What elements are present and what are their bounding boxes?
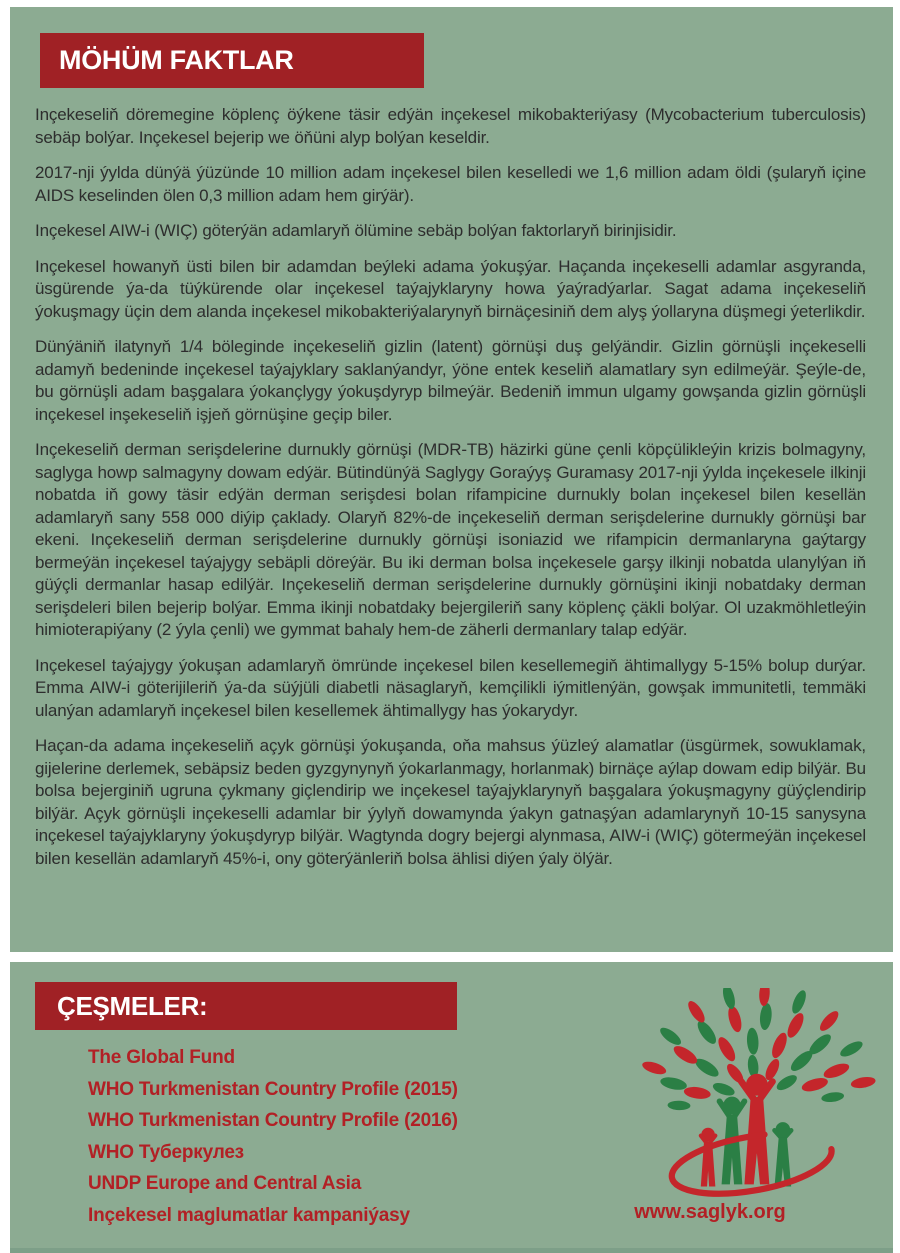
facts-title: MÖHÜM FAKTLAR (59, 45, 294, 75)
saglyk-logo (625, 988, 895, 1198)
source-item: WHO Туберкулез (88, 1141, 244, 1163)
bottom-edge-strip (10, 1248, 893, 1253)
facts-panel (10, 7, 893, 952)
fact-paragraph: Inçekeseliň döremegine köplenç öýkene täsir edýän inçekesel mikobakteriýasy (Mycobacterium tuberculosis) sebäp bolýar. Inçekesel bejerip we öňüni alyp bolýan keseldir. (35, 105, 866, 147)
fact-paragraph: Inçekesel taýajygy ýokuşan adamlaryň ömründe inçekesel bilen kesellemegiň ähtimallygy 5-15% bolup durýar. Emma AIW-i göterijileriň ýa-da süýjüli diabetli näsaglaryň, kemçilikli iýmitlenýän, gowşak immunitetli, temmäki ulanýan adamlaryň inçekesel bilen kesellemek ähtimallygy has ýokarydyr. (35, 655, 866, 720)
facts-title-box (40, 33, 424, 88)
sources-panel (10, 962, 893, 1253)
fact-paragraph: Dünýäniň ilatynyň 1/4 böleginde inçekeseliň gizlin (latent) görnüşi duş gelýändir. Gizlin görnüşli inçekeselli adamyň bedeninde inçekesel taýajyklary saklanýandyr, ýöne entek keseliň alamatlary syn edilmeýär. Şeýle-de, bu görnüşli adam başgalara ýokançlygy ýokuşdyryp bilmeýär. Bedeniň immun ulgamy gowşanda gizlin görnüşli inçekesel inşekeseliň işjeň görnüşine geçip biler. (35, 337, 866, 424)
source-item: UNDP Europe and Central Asia (88, 1173, 362, 1194)
facts-paragraphs (35, 104, 866, 883)
sources-title-box (35, 982, 457, 1030)
tree-people-logo-icon (625, 988, 895, 1198)
source-item: Inçekesel maglumatlar kampaniýasy (88, 1204, 410, 1226)
source-item: WHO Turkmenistan Country Profile (2015) (88, 1078, 458, 1100)
fact-paragraph: Haçan-da adama inçekeseliň açyk görnüşi ýokuşanda, oňa mahsus ýüzleý alamatlar (üsgürmek, sowuklamak, gijelerine derlemek, sebäpsiz beden gyzgynynyň ýokarlanmagy, horlanmak) birnäçe aýlap dowam edip bilýär. Bu bolsa bejerginiň ugruna çykmany giçlendirip we inçekesel taýajyklarynyň başgalara ýokuşmagyny güýçlendirip bilýär. Açyk görnüşli inçekeselli adamlar bir ýylyň dowamynda ýakyn gatnaşýan adamlarynyň 10-15 sanysyna inçekesel taýajyklaryny ýokuşdyryp bilýär. Wagtynda dogry bejergi alynmasa, AIW-i (WIÇ) götermeýän inçekesel bilen kesellän adamlaryň 45%-i, ony göterýänleriň bolsa ählisi diýen ýaly ölýär. (35, 736, 866, 868)
people-figures (701, 1074, 791, 1187)
sources-title: ÇEŞMELER: (57, 990, 208, 1021)
sources-list (88, 1048, 508, 1225)
source-item: WHO Turkmenistan Country Profile (2016) (88, 1110, 458, 1131)
website-url: www.saglyk.org (634, 1201, 786, 1223)
fact-paragraph: 2017-nji ýylda dünýä ýüzünde 10 million adam inçekesel bilen keselledi we 1,6 million adam öldi (şularyň içine AIDS keselinden ölen 0,3 million adam hem girýär). (35, 163, 866, 205)
source-item: The Global Fund (88, 1047, 235, 1068)
fact-paragraph: Inçekesel AIW-i (WIÇ) göterýän adamlaryň ölümine sebäp bolýan faktorlaryň birinjisidir. (35, 221, 677, 240)
fact-paragraph: Inçekesel howanyň üsti bilen bir adamdan beýleki adama ýokuşýar. Haçanda inçekeselli adamlar asgyranda, üsgürende ýa-da tüýkürende olar inçekesel taýajyklaryny howa ýaýradýarlar. Sagat adama inçekeseliň ýokuşmagy üçin dem alanda inçekesel mikobakteriýalarynyň birnäçesiniň dem alyş ýollaryna düşmegi ýeterlikdir. (35, 256, 866, 321)
fact-paragraph: Inçekeseliň derman serişdelerine durnukly görnüşi (MDR-TB) häzirki güne çenli köpçülikleýin krizis bolmagyny, saglyga howp salmagyny dowam edýär. Bütindünýä Saglygy Goraýyş Guramasy 2017-nji ýylda inçekesele ilkinji nobatda iň gowy täsir edýän derman serişdesi bolan rifampicine durnukly bolan inçekesel bilen kesellän adamlaryň sany 558 000 diýip çaklady. Olaryň 82%-de inçekeseliň derman serişdelerine durnukly görnüşi bar ekeni. Inçekeseliň derman serişdelerine durnukly görnüşi isoniazid we rifampicin dermanlaryna gaýtargy bermeýän inçekesel taýajygy sebäpli döreýär. Bu iki derman bolsa inçekesele garşy ilkinji nobatda ulanylýan iň güýçli dermanlar hasap edilýär. Inçekeseliň derman serişdelerine durnukly görnüşini ikinji nobatdaky derman serişdeleri bilen bejerip bolýar. Emma ikinji nobatdaky bejergileriň sany köplenç çäkli bolýar. Ol uzakmöhletleýin himioterapiýany (2 ýyla çenli) we gymmat bahaly hem-de zäherli dermanlary talap edýär. (35, 440, 866, 639)
